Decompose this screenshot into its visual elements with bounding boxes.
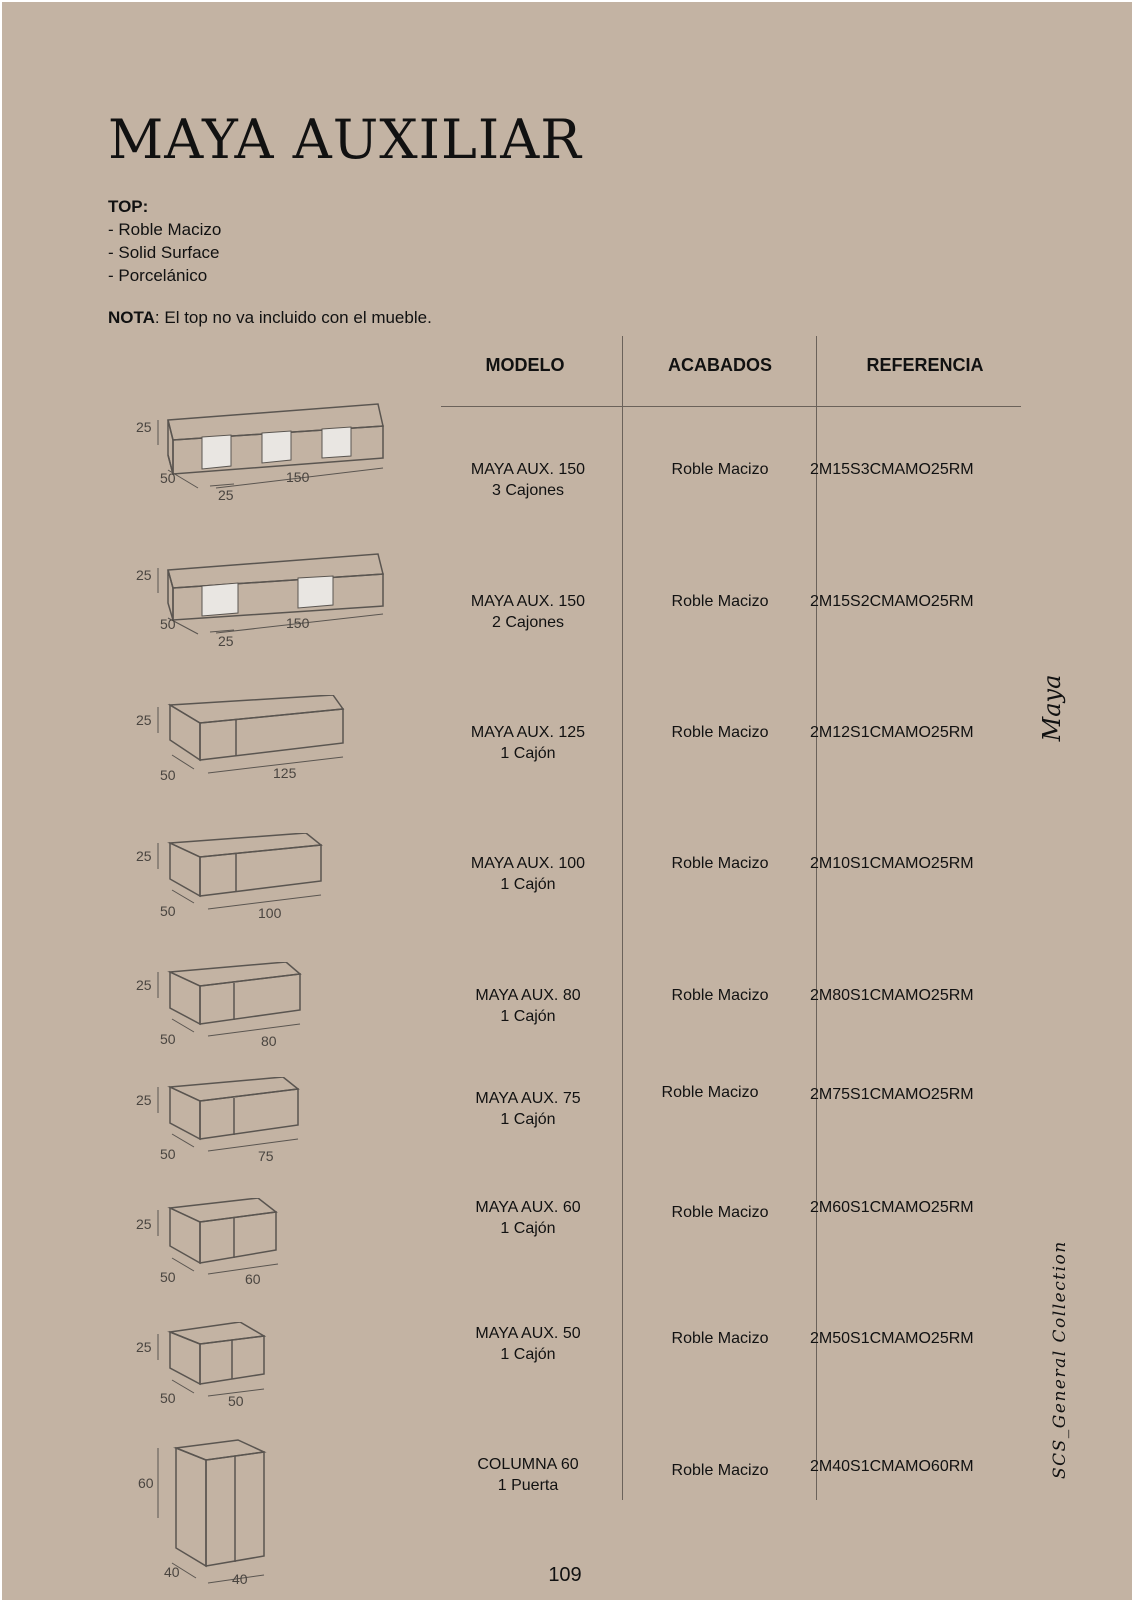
row-5-acabado: Roble Macizo — [671, 987, 769, 1004]
furniture-drawing-columna-60 — [128, 1438, 398, 1588]
note-label: NOTA — [108, 308, 155, 327]
dim-h: 25 — [136, 1339, 152, 1355]
dim-h: 60 — [138, 1475, 154, 1491]
row-7-acabado: Roble Macizo — [671, 1204, 769, 1221]
dim-w: 50 — [228, 1393, 244, 1409]
row-6-modelo: MAYA AUX. 75 1 Cajón — [475, 1090, 581, 1128]
dim-w: 60 — [245, 1271, 261, 1287]
header-rule — [441, 406, 1021, 407]
row-4-acabado: Roble Macizo — [671, 855, 769, 872]
dim-h: 25 — [136, 712, 152, 728]
dim-d: 50 — [160, 903, 176, 919]
header-modelo: MODELO — [485, 355, 565, 375]
dim-s: 25 — [218, 633, 234, 649]
row-6-referencia: 2M75S1CMAMO25RM — [810, 1086, 974, 1103]
furniture-drawing-150-3-drawers — [128, 400, 398, 510]
furniture-drawing-150-2-drawers — [128, 548, 398, 658]
top-item-solid: - Solid Surface — [108, 243, 220, 262]
dim-h: 25 — [136, 977, 152, 993]
side-brand: SCS_General Collection — [1050, 1240, 1070, 1479]
top-options — [108, 195, 221, 287]
row-1-acabado: Roble Macizo — [671, 461, 769, 478]
dim-d: 50 — [160, 470, 176, 486]
dim-h: 25 — [136, 419, 152, 435]
row-1-modelo: MAYA AUX. 150 3 Cajones — [470, 461, 586, 499]
dim-d: 50 — [160, 767, 176, 783]
row-2-modelo: MAYA AUX. 150 2 Cajones — [470, 593, 586, 631]
row-4-referencia: 2M10S1CMAMO25RM — [810, 855, 974, 872]
dim-w: 150 — [286, 469, 310, 485]
dim-d: 50 — [160, 616, 176, 632]
dim-w: 100 — [258, 905, 282, 921]
row-5-modelo: MAYA AUX. 80 1 Cajón — [475, 987, 581, 1025]
dim-d: 50 — [160, 1146, 176, 1162]
row-6-acabado: Roble Macizo — [661, 1084, 759, 1101]
row-2-referencia: 2M15S2CMAMO25RM — [810, 593, 974, 610]
furniture-drawing-125 — [128, 695, 398, 795]
dim-d: 50 — [160, 1269, 176, 1285]
dim-d: 50 — [160, 1390, 176, 1406]
furniture-drawing-60 — [128, 1198, 398, 1293]
dim-w: 80 — [261, 1033, 277, 1049]
dim-s: 25 — [218, 487, 234, 503]
dim-d: 50 — [160, 1031, 176, 1047]
row-9-referencia: 2M40S1CMAMO60RM — [810, 1458, 974, 1475]
row-5-referencia: 2M80S1CMAMO25RM — [810, 987, 974, 1004]
row-8-modelo: MAYA AUX. 50 1 Cajón — [475, 1325, 581, 1363]
row-1-referencia: 2M15S3CMAMO25RM — [810, 461, 974, 478]
column-divider — [622, 336, 623, 1500]
row-3-modelo: MAYA AUX. 125 1 Cajón — [470, 724, 586, 762]
row-3-acabado: Roble Macizo — [671, 724, 769, 741]
dim-d: 40 — [164, 1564, 180, 1580]
header-referencia: REFERENCIA — [866, 355, 984, 375]
top-label: TOP: — [108, 197, 149, 216]
row-9-acabado: Roble Macizo — [671, 1462, 769, 1479]
dim-h: 25 — [136, 1092, 152, 1108]
dim-w: 150 — [286, 615, 310, 631]
dim-h: 25 — [136, 848, 152, 864]
dim-w: 125 — [273, 765, 297, 781]
row-3-referencia: 2M12S1CMAMO25RM — [810, 724, 974, 741]
row-4-modelo: MAYA AUX. 100 1 Cajón — [470, 855, 586, 893]
row-7-modelo: MAYA AUX. 60 1 Cajón — [475, 1199, 581, 1237]
furniture-drawing-100 — [128, 833, 398, 928]
dim-w: 75 — [258, 1148, 274, 1164]
top-item-roble: - Roble Macizo — [108, 220, 222, 239]
row-9-modelo: COLUMNA 60 1 Puerta — [477, 1456, 579, 1494]
dim-h: 25 — [136, 1216, 152, 1232]
note-text: : El top no va incluido con el mueble. — [154, 308, 432, 327]
dim-h: 25 — [136, 567, 152, 583]
column-divider — [816, 336, 817, 1500]
side-collection-name: Maya — [1038, 674, 1066, 742]
dim-w: 40 — [232, 1571, 248, 1587]
furniture-drawing-75 — [128, 1077, 398, 1172]
page-number: 109 — [548, 1564, 582, 1586]
row-8-referencia: 2M50S1CMAMO25RM — [810, 1330, 974, 1347]
top-item-porcelanico: - Porcelánico — [108, 266, 208, 285]
row-2-acabado: Roble Macizo — [671, 593, 769, 610]
row-8-acabado: Roble Macizo — [671, 1330, 769, 1347]
furniture-drawing-50 — [128, 1322, 398, 1417]
page-title: MAYA AUXILIAR — [108, 108, 582, 171]
row-7-referencia: 2M60S1CMAMO25RM — [810, 1199, 974, 1216]
header-acabados: ACABADOS — [667, 355, 772, 375]
furniture-drawing-80 — [128, 962, 398, 1057]
note — [108, 308, 432, 328]
